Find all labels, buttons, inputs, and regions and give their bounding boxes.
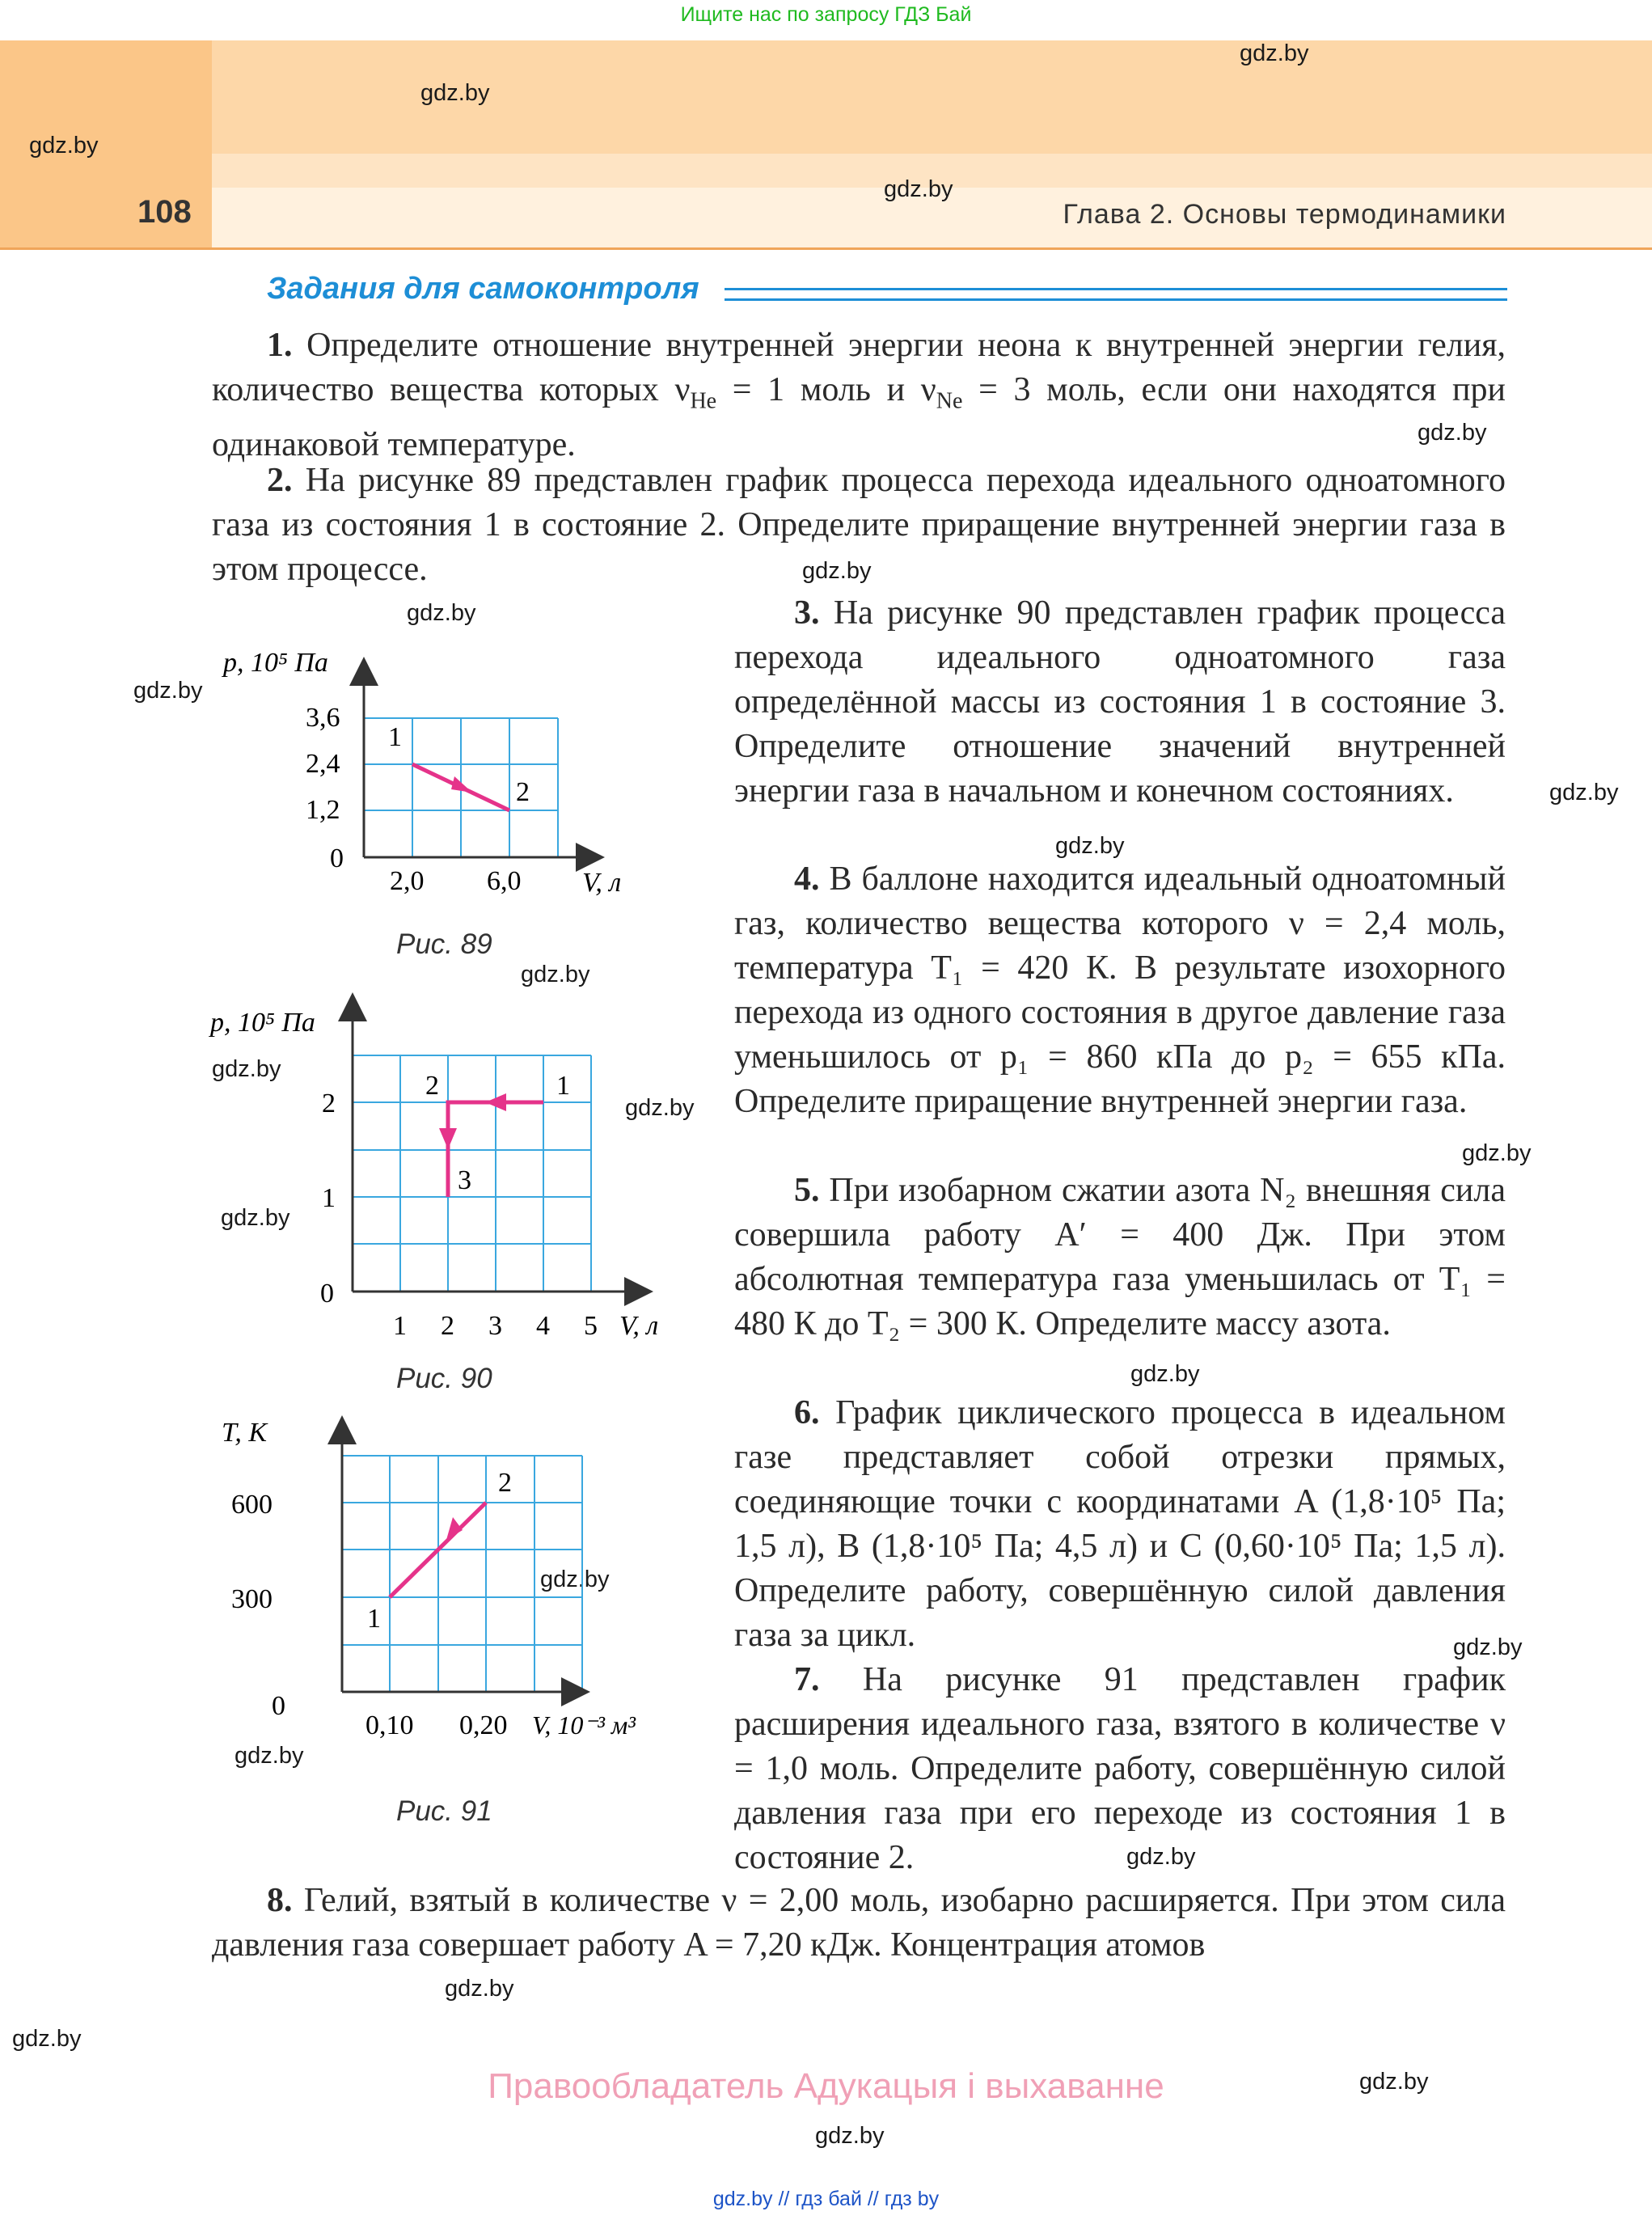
watermark: gdz.by [1418, 420, 1487, 446]
fig90-ylabel: p, 10⁵ Па [210, 1008, 315, 1038]
fig90-ytick: 1 [322, 1183, 336, 1213]
chapter-title: Глава 2. Основы термодинамики [1063, 199, 1506, 230]
watermark: gdz.by [815, 2123, 885, 2149]
watermark: gdz.by [212, 1056, 281, 1082]
fig91-origin: 0 [272, 1691, 285, 1721]
fig91-ytick: 600 [231, 1490, 273, 1520]
fig90-origin: 0 [320, 1279, 334, 1309]
watermark: gdz.by [1549, 780, 1619, 805]
figure-91 [218, 1407, 687, 1763]
fig90-xtick: 5 [584, 1311, 598, 1341]
task-5: 5. При изобарном сжатии азота N₂ внешняя сила совершила работу A′ = 400 Дж. При этом абсолютная температура газа уменьшилась от T₁ = 480 К до T₂ = 300 К. Определите массу азота. [734, 1172, 1506, 1342]
task-number: 3. [794, 594, 820, 632]
watermark: gdz.by [1462, 1140, 1532, 1166]
fig91-ylabel: T, К [222, 1418, 267, 1448]
fig89-ylabel: p, 10⁵ Па [223, 648, 328, 678]
task-2: 2. На рисунке 89 представлен график процесса перехода идеального одноатомного газа из состояния 1 в состояние 2. Определите приращение внутренней энергии газа в этом процессе. [212, 462, 1506, 588]
footer-links[interactable]: gdz.by // гдз бай // гдз by [712, 2188, 940, 2210]
task-8: 8. Гелий, взятый в количестве ν = 2,00 моль, изобарно расширяется. При этом сила давления газа совершает работу A = 7,20 кДж. Концентрация атомов [212, 1882, 1506, 1964]
fig90-ytick: 2 [322, 1089, 336, 1118]
watermark: gdz.by [802, 558, 872, 584]
fig91-point-label: 1 [367, 1604, 381, 1634]
watermark: gdz.by [884, 176, 953, 202]
figure-90-caption: Рис. 90 [396, 1363, 492, 1394]
figure-89 [218, 647, 639, 914]
fig89-origin: 0 [330, 844, 344, 873]
task-number: 6. [794, 1394, 820, 1431]
copyright-footer: Правообладатель Адукацыя і выхаванне [488, 2066, 1164, 2106]
watermark: gdz.by [1359, 2069, 1429, 2095]
fig91-ytick: 300 [231, 1584, 273, 1614]
fig89-point-label: 1 [388, 722, 402, 752]
task-6: 6. График циклического процесса в идеальном газе представляет собой отрезки прямых, соединяющие точки с координатами A (1,8·10⁵ Па; 1,5 л), B (1,8·10⁵ Па; 4,5 л) и C (0,60·10⁵ Па; 1,5 л). Определите работу, совершённую силой давления газа за цикл. [734, 1394, 1506, 1654]
fig89-xtick: 6,0 [487, 866, 522, 896]
task-3: 3. На рисунке 90 представлен график процесса перехода идеального одноатомного газа определённой массы из состояния 1 в состояние 3. Определите отношение значений внутренней энергии газа в начальном и конечном состояниях. [734, 594, 1506, 810]
watermark: gdz.by [12, 2026, 82, 2052]
fig90-xtick: 4 [536, 1311, 550, 1341]
watermark: gdz.by [625, 1095, 695, 1121]
fig89-ytick: 3,6 [306, 703, 340, 733]
figure-91-caption: Рис. 91 [396, 1795, 492, 1827]
fig90-point-label: 3 [458, 1165, 471, 1195]
watermark: gdz.by [407, 600, 476, 626]
fig90-point-label: 1 [556, 1071, 570, 1101]
watermark: gdz.by [133, 678, 203, 704]
task-4: 4. В баллоне находится идеальный одноатомный газ, количество вещества которого ν = 2,4 моль, температура T₁ = 420 К. В результате изохорного перехода из одного состояния в другое давление газа уменьшилось от p₁ = 860 кПа до p₂ = 655 кПа. Определите приращение внутренней энергии газа. [734, 860, 1506, 1120]
figure-90 [202, 991, 687, 1347]
task-number: 2. [267, 462, 293, 499]
task-number: 7. [794, 1661, 820, 1698]
task-number: 5. [794, 1172, 820, 1209]
fig89-xtick: 2,0 [390, 866, 425, 896]
fig89-point-label: 2 [516, 777, 530, 807]
watermark: gdz.by [1126, 1844, 1196, 1870]
watermark: gdz.by [1055, 833, 1125, 859]
title-double-rule [725, 288, 1507, 301]
fig91-point-label: 2 [498, 1468, 512, 1498]
watermark: gdz.by [221, 1205, 290, 1231]
fig91-xtick: 0,20 [459, 1710, 508, 1740]
fig90-point-label: 2 [425, 1071, 439, 1101]
watermark: gdz.by [29, 133, 99, 159]
watermark: gdz.by [540, 1567, 610, 1592]
header-underline [0, 247, 1652, 250]
watermark: gdz.by [420, 80, 490, 106]
watermark: gdz.by [1453, 1634, 1523, 1660]
fig90-xtick: 2 [441, 1311, 454, 1341]
task-number: 1. [267, 327, 293, 364]
section-title: Задания для самоконтроля [267, 272, 699, 306]
top-search-note: Ищите нас по запросу ГДЗ Бай [680, 3, 972, 26]
fig90-xlabel: V, л [619, 1311, 659, 1341]
task-1: 1. Определите отношение внутренней энергии неона к внутренней энергии гелия, количество вещества которых $\nu_{He} = 1$ моль и $\nu_{Ne} = 3$ моль, если они находятся при одинаковой температуре. [212, 327, 1506, 464]
task-number: 4. [794, 860, 820, 898]
fig91-xtick: 0,10 [365, 1710, 414, 1740]
fig89-ytick: 2,4 [306, 749, 340, 779]
fig90-direction-arrow [439, 1128, 457, 1149]
watermark: gdz.by [445, 1976, 514, 2002]
watermark: gdz.by [1240, 40, 1309, 66]
fig90-xtick: 1 [393, 1311, 407, 1341]
fig89-xlabel: V, л [582, 868, 622, 898]
task-number: 8. [267, 1882, 293, 1919]
fig89-ytick: 1,2 [306, 795, 340, 825]
watermark: gdz.by [521, 962, 590, 987]
page-number: 108 [137, 194, 192, 230]
fig90-xtick: 3 [488, 1311, 502, 1341]
figure-89-caption: Рис. 89 [396, 928, 492, 960]
watermark: gdz.by [234, 1743, 304, 1769]
watermark: gdz.by [1130, 1361, 1200, 1387]
task-7: 7. На рисунке 91 представлен график расширения идеального газа, взятого в количестве ν = 1,0 моль. Определите работу, совершённую силой давления газа при его переходе из состояния 1 в состояние 2. [734, 1661, 1506, 1876]
fig91-xlabel: V, 10⁻³ м³ [532, 1710, 636, 1740]
